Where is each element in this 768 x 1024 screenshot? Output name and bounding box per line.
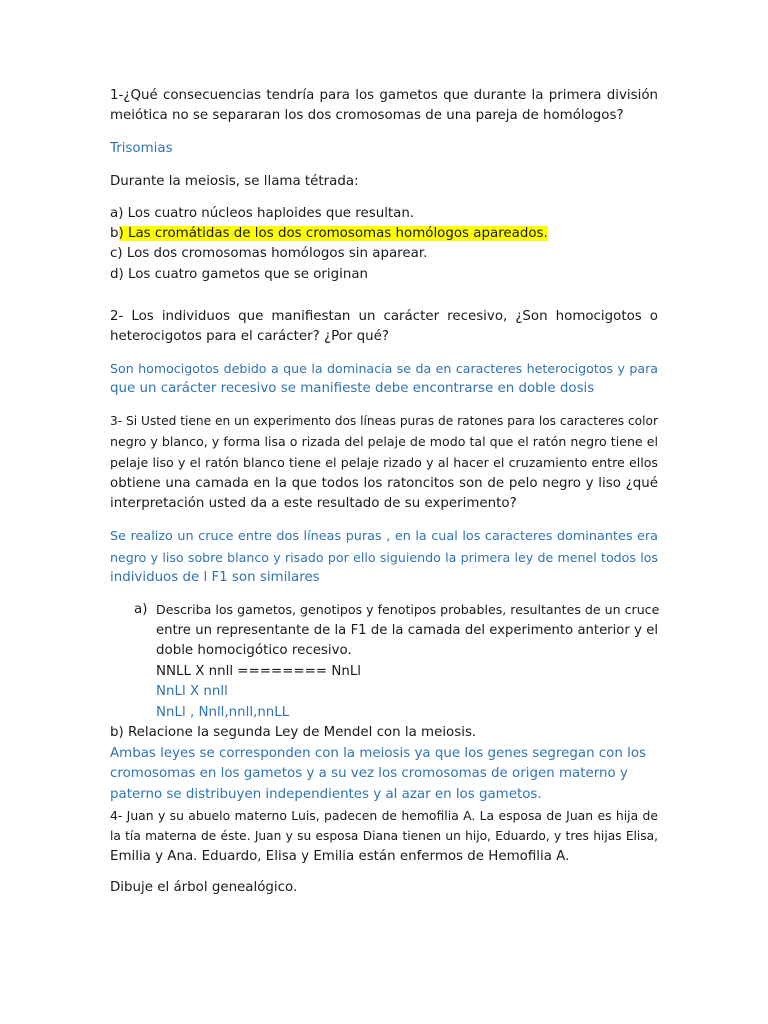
q2-answer-line-2: que un carácter recesivo se manifieste debe encontrarse en doble dosis (110, 381, 595, 396)
q3-line-2: negro y blanco, y forma lisa o rizada del pelaje de modo tal que el ratón negro tiene el (110, 434, 658, 449)
q3a-cross-line: NNLL X nnll ======== NnLl (156, 664, 362, 679)
q3-line-5: interpretación usted da a este resultado de su experimento? (110, 496, 517, 511)
q4-task: Dibuje el árbol genealógico. (110, 880, 298, 895)
q3-answer-line-3: individuos de l F1 son similares (110, 570, 320, 585)
q4-line-2: la tía materna de éste. Juan y su esposa Diana tienen un hijo, Eduardo, y tres hijas Elisa, (110, 829, 658, 843)
q4-line-1: 4- Juan y su abuelo materno Luis, padecen de hemofilia A. La esposa de Juan es hija de (110, 808, 658, 823)
q2-line-1: 2- Los individuos que manifiestan un carácter recesivo, ¿Son homocigotos o (110, 309, 658, 324)
highlighted-answer: ) Las cromátidas de los dos cromosomas homólogos apareados. (118, 226, 548, 241)
q3a-answer-line-2: NnLl , Nnll,nnll,nnLL (156, 705, 290, 720)
q3-line-1: 3- Si Usted tiene en un experimento dos líneas puras de ratones para los caracteres color (110, 414, 658, 428)
tetrada-option-b-letter: b (110, 226, 119, 241)
q3a-line-1: Describa los gametos, genotipos y fenotipos probables, resultantes de un cruce (156, 602, 660, 617)
tetrada-option-b (110, 224, 548, 244)
q3-line-3: pelaje liso y el ratón blanco tiene el pelaje rizado y al hacer el cruzamiento entre ellos (110, 455, 658, 470)
q1-line-1: 1-¿Qué consecuencias tendría para los gametos que durante la primera división (110, 88, 658, 103)
tetrada-option-d: d) Los cuatro gametos que se originan (110, 267, 369, 282)
q4-line-3: Emilia y Ana. Eduardo, Elisa y Emilia están enfermos de Hemofilia A. (110, 849, 570, 864)
q3b-answer-line-1: Ambas leyes se corresponden con la meiosis ya que los genes segregan con los (110, 746, 646, 761)
q2-answer-line-1: Son homocigotos debido a que la dominacia se da en caracteres heterocigotos y para (110, 361, 658, 376)
q3a-line-2: entre un representante de la F1 de la camada del experimento anterior y el (156, 623, 658, 638)
q3-answer-line-1: Se realizo un cruce entre dos líneas puras , en la cual los caracteres dominantes era (110, 529, 658, 544)
tetrada-question: Durante la meiosis, se llama tétrada: (110, 174, 359, 189)
q3a-line-3: doble homocigótico recesivo. (156, 643, 352, 658)
q1-line-2: meiótica no se separaran los dos cromosomas de una pareja de homólogos? (110, 108, 624, 123)
q3b-answer-line-2: cromosomas en los gametos y a su vez los cromosomas de origen materno y (110, 766, 628, 781)
q3-line-4: obtiene una camada en la que todos los ratoncitos son de pelo negro y liso ¿qué (110, 476, 658, 491)
q2-line-2: heterocigotos para el carácter? ¿Por qué? (110, 329, 389, 344)
q1-answer: Trisomias (110, 141, 173, 156)
q3b-answer-line-3: paterno se distribuyen independientes y al azar en los gametos. (110, 787, 542, 802)
q3a-marker: a) (134, 602, 148, 617)
tetrada-option-c: c) Los dos cromosomas homólogos sin aparear. (110, 246, 428, 261)
q3a-answer-line-1: NnLl X nnll (156, 684, 228, 699)
q3-answer-line-2: negro y liso sobre blanco y risado por ello siguiendo la primera ley de menel todos los (110, 550, 658, 565)
q3b-question: b) Relacione la segunda Ley de Mendel con la meiosis. (110, 725, 477, 740)
tetrada-option-a: a) Los cuatro núcleos haploides que resultan. (110, 206, 415, 221)
